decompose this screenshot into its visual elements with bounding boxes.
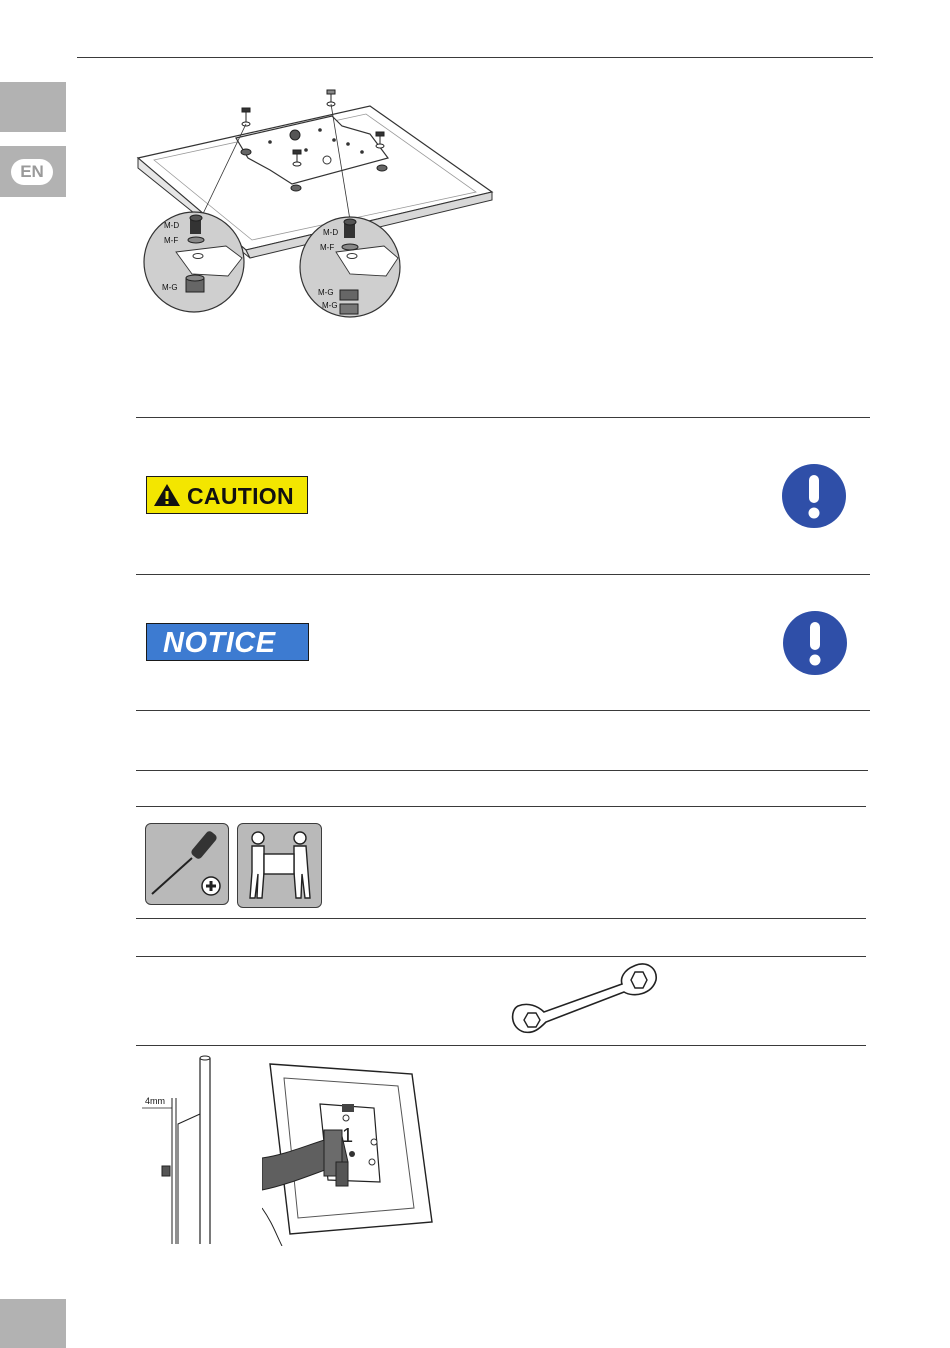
section-rule	[136, 806, 866, 807]
label-m-g-left: M-G	[162, 283, 178, 292]
label-m-f-right: M-F	[320, 243, 335, 252]
page-number-tab	[0, 1299, 66, 1348]
label-m-g-right-2: M-G	[322, 301, 338, 310]
label-m-f-left: M-F	[164, 236, 179, 245]
section-rule	[136, 417, 870, 418]
side-tab-top	[0, 82, 66, 132]
language-tab[interactable]	[0, 146, 66, 197]
section-rule	[136, 956, 866, 957]
gap-label: 4mm	[145, 1096, 165, 1106]
adapter-plate-figure	[130, 80, 500, 320]
arm-mount-figure	[262, 1058, 462, 1246]
caution-text: CAUTION	[187, 483, 294, 509]
section-rule	[136, 1045, 866, 1046]
mandatory-action-icon	[781, 463, 847, 529]
hex-wrench-icon	[506, 962, 660, 1038]
section-rule	[136, 710, 870, 711]
notice-text: NOTICE	[163, 627, 276, 659]
step-number: 1	[342, 1125, 354, 1147]
notice-label	[146, 623, 309, 661]
label-m-g-right-1: M-G	[318, 288, 334, 297]
section-rule	[136, 918, 866, 919]
header-rule	[77, 57, 873, 58]
section-rule	[136, 574, 870, 575]
two-person-lift-icon	[237, 823, 322, 908]
label-m-d-left: M-D	[164, 221, 180, 230]
label-m-d-right: M-D	[323, 228, 339, 237]
warning-triangle-icon	[153, 483, 181, 507]
section-rule	[136, 770, 868, 771]
language-label: EN	[11, 159, 53, 185]
mandatory-action-icon	[782, 610, 848, 676]
wall-gap-figure	[140, 1052, 220, 1246]
caution-label	[146, 476, 308, 514]
phillips-screwdriver-icon	[145, 823, 229, 905]
